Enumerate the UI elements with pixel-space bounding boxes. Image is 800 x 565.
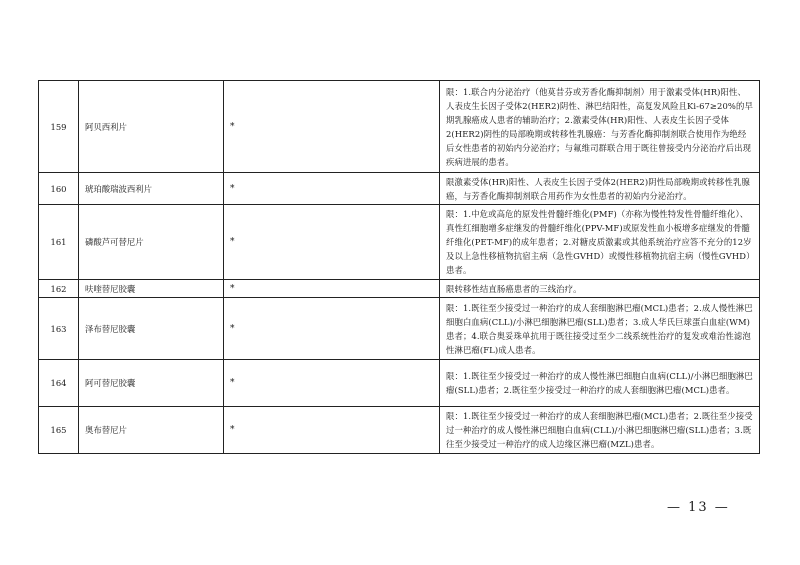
remark-mark: * xyxy=(224,298,440,360)
drug-name: 阿贝西利片 xyxy=(79,81,224,173)
payment-limit: 限：1.联合内分泌治疗（他莫昔芬或芳香化酶抑制剂）用于激素受体(HR)阳性、人表皮生长因子受体2(HER2)阴性、淋巴结阳性，高复发风险且Ki-67≥20%的早期乳腺癌成人患者的辅助治疗；2.激素受体(HR)阳性、人表皮生长因子受体2(HER2)阴性的局部晚期或转移性乳腺癌：与芳香化酶抑制剂联合使用作为绝经后女性患者的初始内分泌治疗；与氟维司群联合用于既往曾接受内分泌治疗后出现疾病进展的患者。 xyxy=(440,81,760,173)
remark-mark: * xyxy=(224,407,440,454)
drug-name: 奥布替尼片 xyxy=(79,407,224,454)
table-row xyxy=(39,360,760,407)
remark-mark: * xyxy=(224,280,440,298)
drug-name: 琥珀酸瑞波西利片 xyxy=(79,173,224,205)
payment-limit: 限：1.既往至少接受过一种治疗的成人慢性淋巴细胞白血病(CLL)/小淋巴细胞淋巴瘤(SLL)患者；2.既往至少接受过一种治疗的成人套细胞淋巴瘤(MCL)患者。 xyxy=(440,360,760,407)
row-number: 164 xyxy=(39,360,79,407)
drug-name: 阿可替尼胶囊 xyxy=(79,360,224,407)
remark-mark: * xyxy=(224,81,440,173)
remark-mark: * xyxy=(224,360,440,407)
row-number: 160 xyxy=(39,173,79,205)
payment-limit: 限：1.既往至少接受过一种治疗的成人套细胞淋巴瘤(MCL)患者；2.成人慢性淋巴细胞白血病(CLL)/小淋巴细胞淋巴瘤(SLL)患者；3.成人华氏巨球蛋白血症(WM)患者；4.联合奥妥珠单抗用于既往接受过至少二线系统性治疗的复发或难治性滤泡性淋巴瘤(FL)成人患者。 xyxy=(440,298,760,360)
row-number: 162 xyxy=(39,280,79,298)
table-row xyxy=(39,81,760,173)
payment-limit: 限激素受体(HR)阳性、人表皮生长因子受体2(HER2)阴性局部晚期或转移性乳腺癌，与芳香化酶抑制剂联合用药作为女性患者的初始内分泌治疗。 xyxy=(440,173,760,205)
payment-limit: 限：1.中危或高危的原发性骨髓纤维化(PMF)（亦称为慢性特发性骨髓纤维化）、真性红细胞增多症继发的骨髓纤维化(PPV-MF)或原发性血小板增多症继发的骨髓纤维化(PET-MF)的成年患者；2.对糖皮质激素或其他系统治疗应答不充分的12岁及以上急性移植物抗宿主病（急性GVHD）或慢性移植物抗宿主病（慢性GVHD）患者。 xyxy=(440,205,760,280)
row-number: 163 xyxy=(39,298,79,360)
payment-limit: 限转移性结直肠癌患者的三线治疗。 xyxy=(440,280,760,298)
drug-name: 磷酸芦可替尼片 xyxy=(79,205,224,280)
table-row xyxy=(39,298,760,360)
page-number: — 13 — xyxy=(667,500,730,515)
row-number: 159 xyxy=(39,81,79,173)
table-row xyxy=(39,280,760,298)
drug-name: 呋喹替尼胶囊 xyxy=(79,280,224,298)
row-number: 165 xyxy=(39,407,79,454)
payment-limit: 限：1.既往至少接受过一种治疗的成人套细胞淋巴瘤(MCL)患者；2.既往至少接受过一种治疗的成人慢性淋巴细胞白血病(CLL)/小淋巴细胞淋巴瘤(SLL)患者；3.既往至少接受过一种治疗的成人边缘区淋巴瘤(MZL)患者。 xyxy=(440,407,760,454)
drug-name: 泽布替尼胶囊 xyxy=(79,298,224,360)
table-row xyxy=(39,205,760,280)
remark-mark: * xyxy=(224,173,440,205)
table-row xyxy=(39,407,760,454)
table-row xyxy=(39,173,760,205)
row-number: 161 xyxy=(39,205,79,280)
drug-table xyxy=(38,80,760,454)
remark-mark: * xyxy=(224,205,440,280)
